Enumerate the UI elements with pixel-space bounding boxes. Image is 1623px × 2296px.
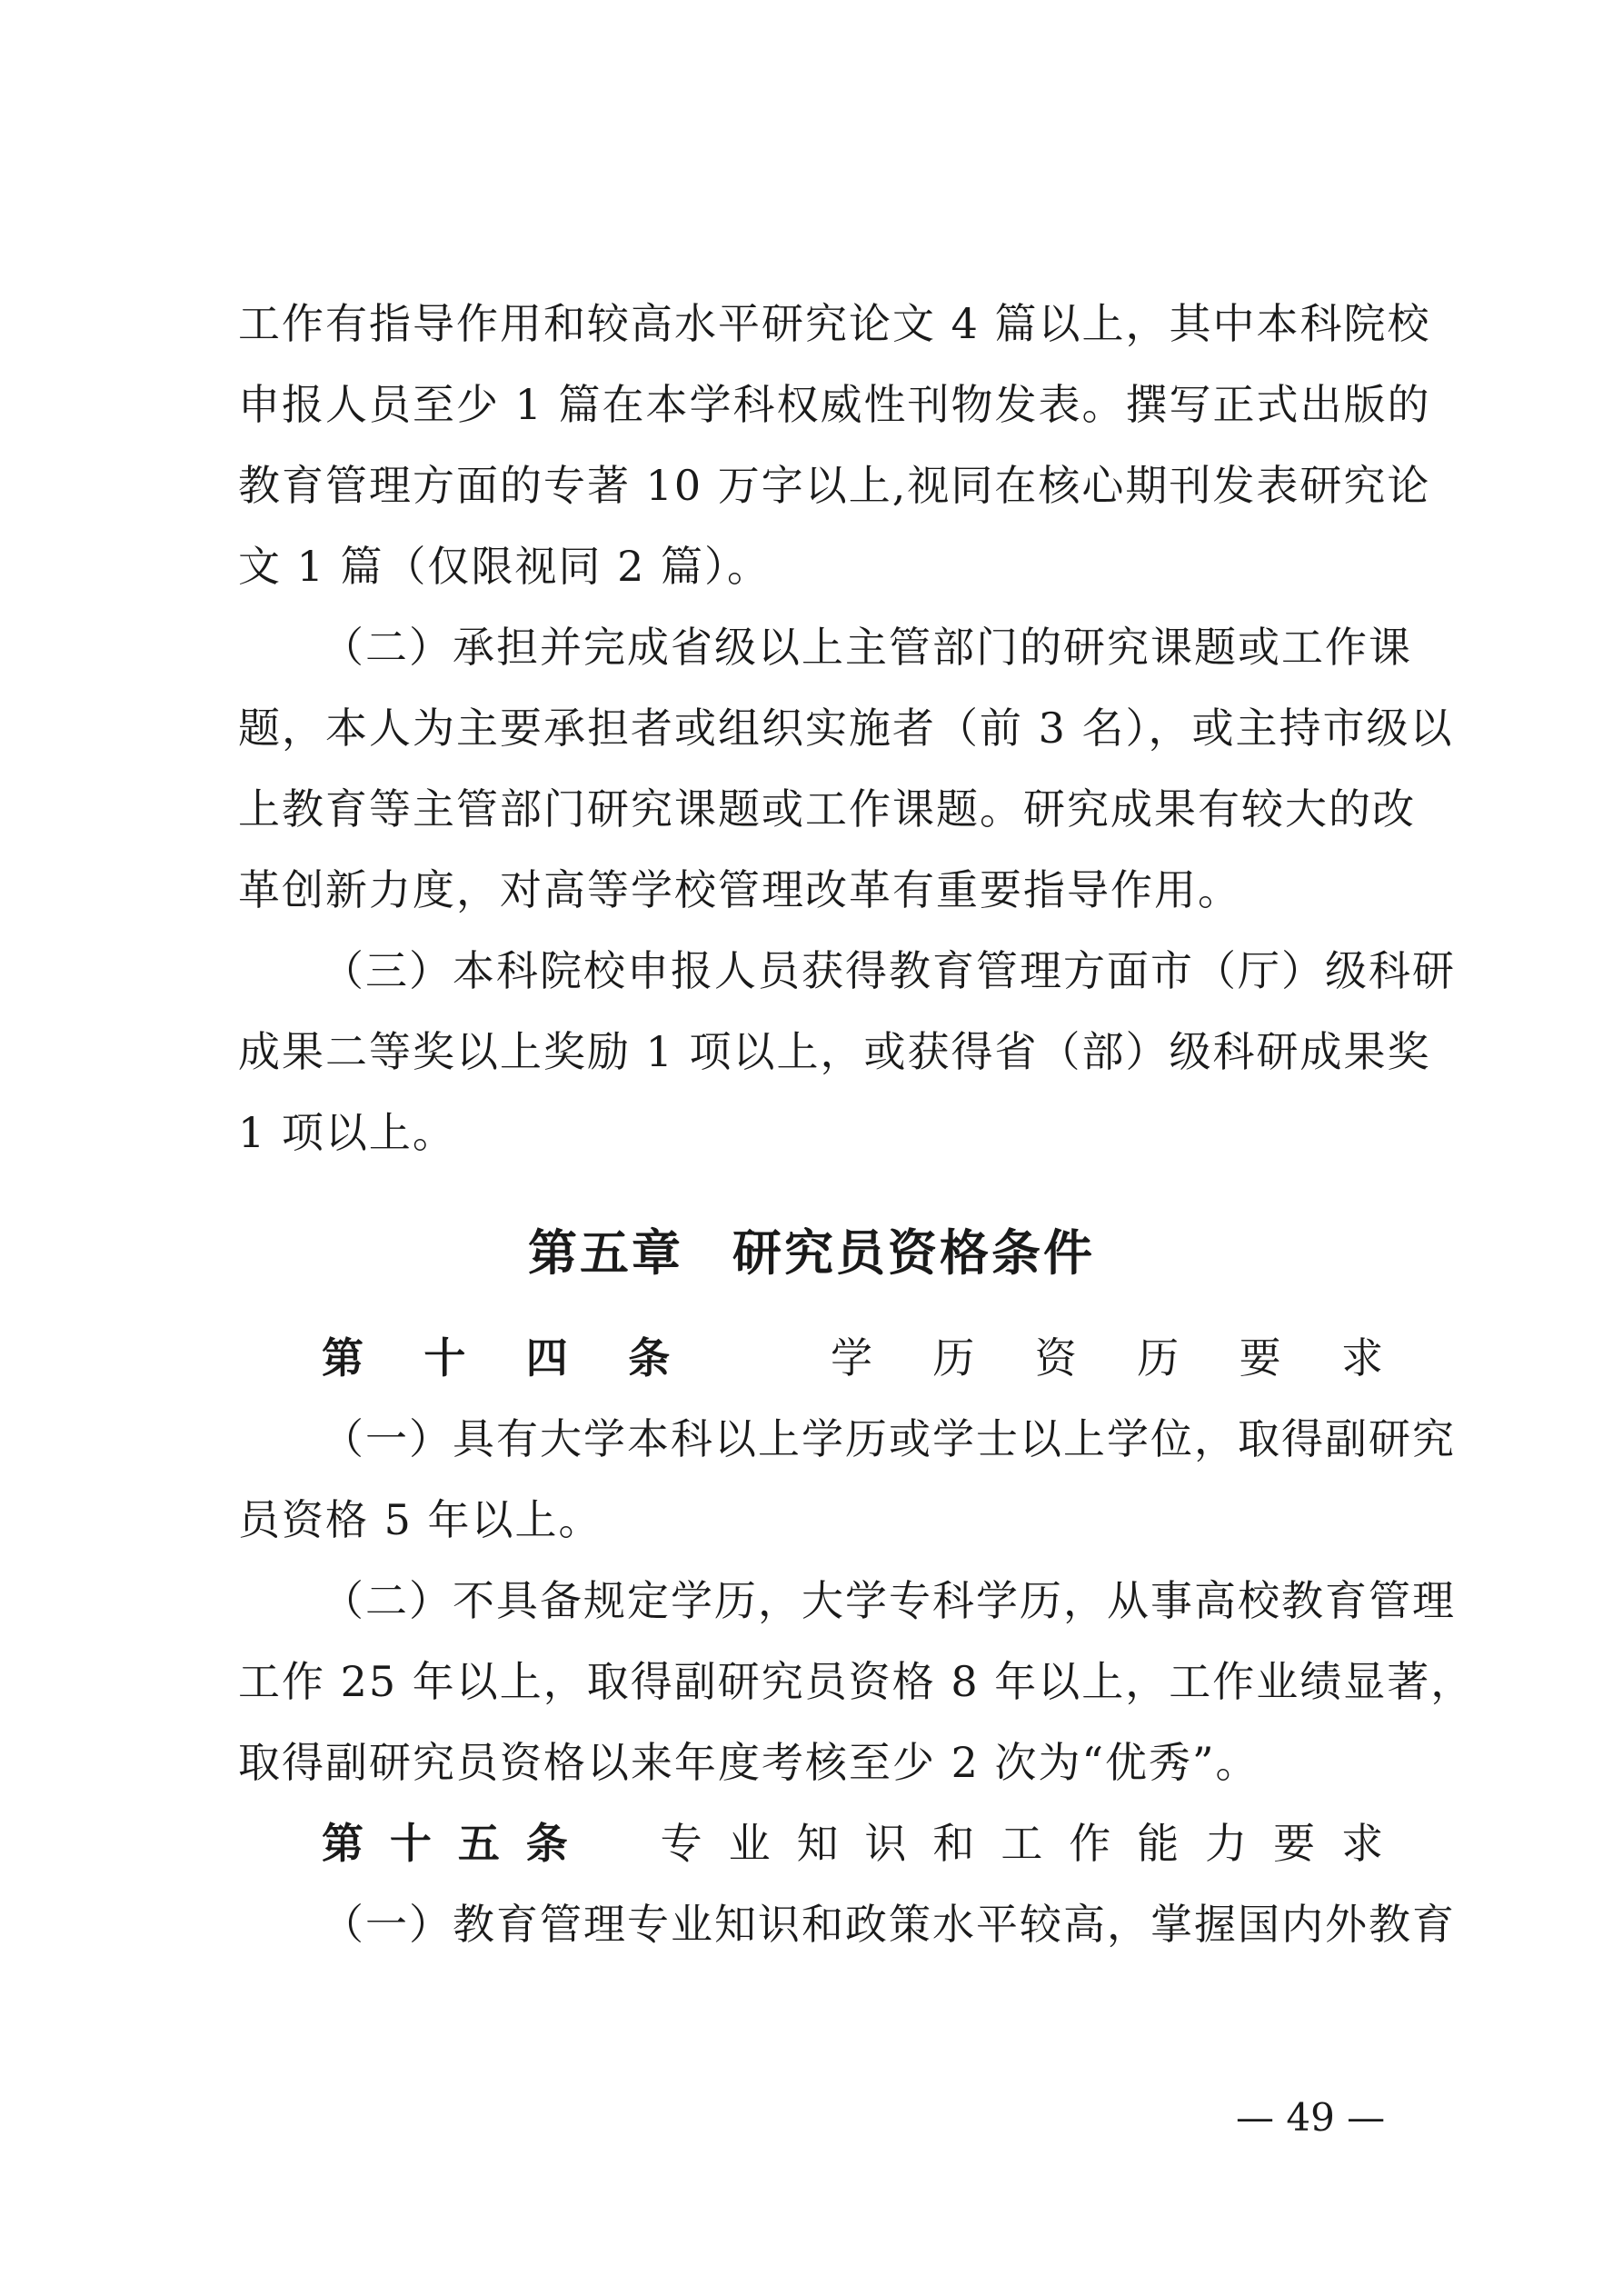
page-number: — 49 — <box>1236 2095 1386 2140</box>
paragraph-line: 成果二等奖以上奖励 1 项以上，或获得省（部）级科研成果奖 <box>238 1027 1431 1076</box>
paragraph-line: 取得副研究员资格以来年度考核至少 2 次为“优秀”。 <box>238 1738 1260 1787</box>
article-title: 专业知识和工作能力要求 <box>635 1819 1386 1868</box>
paragraph-line: 申报人员至少 1 篇在本学科权威性刊物发表。撰写正式出版的 <box>238 380 1431 429</box>
paragraph-line: 员资格 5 年以上。 <box>238 1495 602 1544</box>
paragraph-line: （二）承担并完成省级以上主管部门的研究课题或工作课 <box>322 623 1412 672</box>
paragraph-line: 工作有指导作用和较高水平研究论文 4 篇以上，其中本科院校 <box>238 299 1431 348</box>
paragraph-line: 革创新力度，对高等学校管理改革有重要指导作用。 <box>238 865 1241 914</box>
chapter-heading <box>0 1216 1623 1289</box>
paragraph-line: 教育管理方面的专著 10 万字以上,视同在核心期刊发表研究论 <box>238 461 1431 510</box>
paragraph-line: （三）本科院校申报人员获得教育管理方面市（厅）级科研 <box>322 946 1456 995</box>
article-14-heading <box>238 1318 1385 1399</box>
chapter-number: 第五章 <box>528 1223 683 1282</box>
paragraph-line: 上教育等主管部门研究课题或工作课题。研究成果有较大的改 <box>238 784 1416 834</box>
paragraph-line: （一）具有大学本科以上学历或学士以上学位，取得副研究 <box>322 1414 1456 1463</box>
body-text-lower <box>238 1318 1475 1965</box>
article-number: 第十四条 <box>322 1333 731 1383</box>
paragraph-line: （一）教育管理专业知识和政策水平较高，掌握国内外教育 <box>322 1900 1456 1949</box>
body-text-upper <box>238 284 1456 1173</box>
article-title: 学历资历要求 <box>772 1333 1386 1383</box>
paragraph-line: 工作 25 年以上，取得副研究员资格 8 年以上，工作业绩显著， <box>238 1657 1475 1706</box>
paragraph-line: 文 1 篇（仅限视同 2 篇）。 <box>238 542 772 591</box>
paragraph-line: 题，本人为主要承担者或组织实施者（前 3 名），或主持市级以 <box>238 704 1454 753</box>
paragraph-line: （二）不具备规定学历，大学专科学历，从事高校教育管理 <box>322 1576 1456 1625</box>
article-number: 第十五条 <box>322 1819 594 1868</box>
article-15-heading <box>238 1803 1385 1884</box>
chapter-title-text: 研究员资格条件 <box>732 1223 1095 1282</box>
paragraph-line: 1 项以上。 <box>238 1108 456 1157</box>
